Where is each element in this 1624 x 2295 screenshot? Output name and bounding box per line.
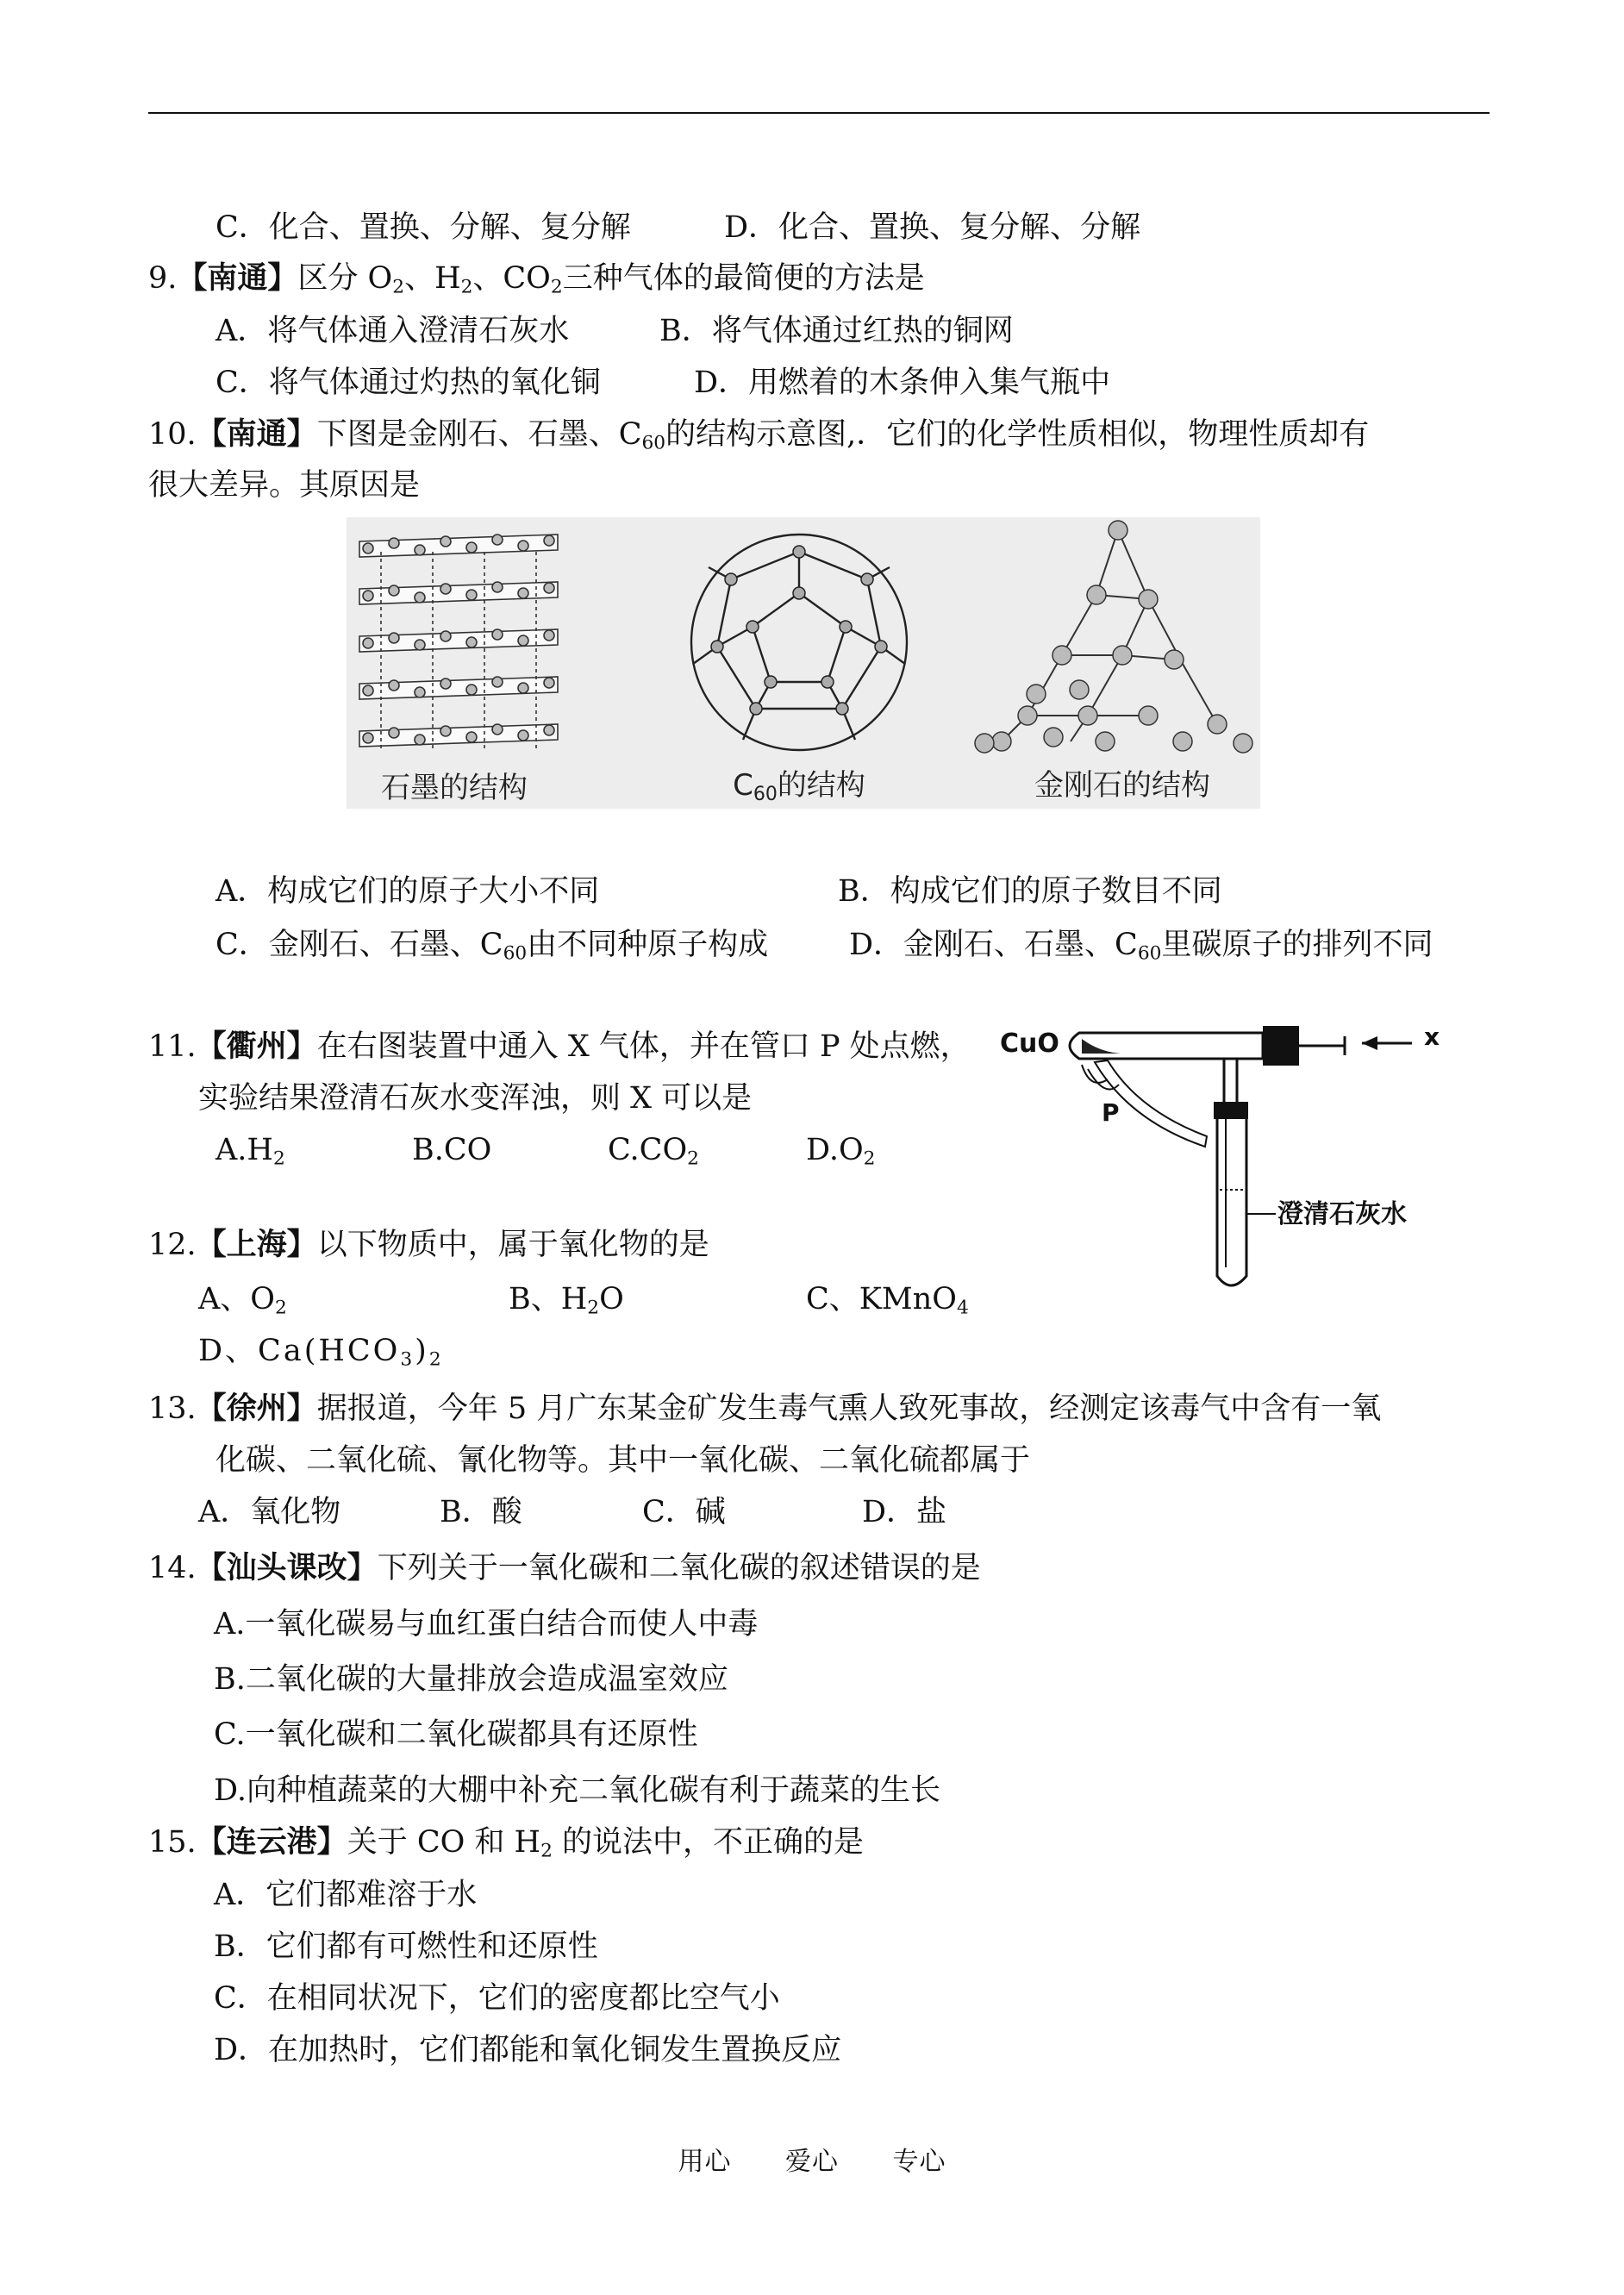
header-rule [148, 112, 1490, 114]
q13-stem: 13.【徐州】据报道，今年 5 月广东某金矿发生毒气熏人致死事故，经测定该毒气中含有一氧 [148, 1391, 1382, 1426]
footer-word-1: 用心 [678, 2147, 732, 2177]
q10-option-b: B．构成它们的原子数目不同 [838, 874, 1222, 909]
q9-option-d: D．用燃着的木条伸入集气瓶中 [694, 366, 1111, 400]
page-footer [0, 2140, 1624, 2178]
q11-option-c: $C.CO_2$ [608, 1133, 699, 1170]
q15-option-c: C．在相同状况下，它们的密度都比空气小 [214, 1981, 780, 2016]
q10-stem-line2: 很大差异。其原因是 [148, 468, 421, 503]
q15-option-d: D．在加热时，它们都能和氧化铜发生置换反应 [214, 2033, 842, 2067]
q9-stem: 9.【南通】区分 $O_2$、$H_2$、$CO_2$三种气体的最简便的方法是 [148, 260, 925, 298]
q11-option-b: B.CO [412, 1133, 492, 1167]
limewater-label: 澄清石灰水 [1277, 1199, 1407, 1229]
q12-option-b: B、$H_2O$ [509, 1282, 624, 1319]
q13-option-c: C．碱 [642, 1495, 726, 1529]
q11-stem-line2: 实验结果澄清石灰水变浑浊，则 X 可以是 [198, 1081, 753, 1116]
q15-option-a: A．它们都难溶于水 [214, 1878, 478, 1912]
test-tube-stopper [1214, 1102, 1248, 1119]
test-tube [1217, 1119, 1246, 1285]
horizontal-tube [1070, 1033, 1263, 1059]
q11-source: 【衢州】 [196, 1029, 317, 1064]
q10-option-a: A．构成它们的原子大小不同 [215, 874, 600, 909]
q14-option-d: D.向种植蔬菜的大棚中补充二氧化碳有利于蔬菜的生长 [214, 1773, 940, 1808]
q12-source: 【上海】 [196, 1227, 317, 1262]
footer-word-3: 专心 [892, 2147, 946, 2177]
q12-stem: 12.【上海】以下物质中，属于氧化物的是 [148, 1227, 709, 1262]
q10-source: 【南通】 [196, 416, 317, 452]
q14-option-c: C.一氧化碳和二氧化碳都具有还原性 [214, 1717, 698, 1752]
q15-source: 【连云港】 [196, 1824, 347, 1860]
q13-option-b: B．酸 [440, 1495, 522, 1529]
q9-option-b: B．将气体通过红热的铜网 [659, 314, 1014, 348]
q14-option-b: B.二氧化碳的大量排放会造成温室效应 [214, 1662, 728, 1697]
p-label: P [1102, 1098, 1120, 1127]
q8-option-d: D．化合、置换、复分解、分解 [724, 210, 1141, 245]
cuo-label: CuO [1000, 1029, 1059, 1059]
q11-stem: 11.【衢州】在右图装置中通入 X 气体，并在管口 P 处点燃， [148, 1029, 971, 1064]
graphite-label: 石墨的结构 [381, 771, 528, 805]
q12-option-d: D、$Ca(HCO_3)_2$ [198, 1334, 444, 1371]
q12-option-a: A、$O_2$ [198, 1282, 287, 1319]
q10-option-c: C．金刚石、石墨、$C_{60}$由不同种原子构成 [215, 928, 769, 965]
stopper [1263, 1026, 1299, 1066]
q11-option-d: $D.O_2$ [806, 1133, 876, 1170]
q8-option-c: C．化合、置换、分解、复分解 [215, 210, 631, 245]
c60-label: C60的结构 [733, 768, 865, 805]
diamond-label: 金刚石的结构 [1034, 768, 1210, 803]
x-label: x [1424, 1022, 1440, 1051]
q9-option-c: C．将气体通过灼热的氧化铜 [215, 366, 601, 400]
q10-option-d: D．金刚石、石墨、$C_{60}$里碳原子的排列不同 [849, 928, 1433, 965]
q13-option-d: D．盐 [862, 1495, 947, 1529]
q13-stem-line2: 化碳、二氧化硫、氰化物等。其中一氧化碳、二氧化硫都属于 [215, 1443, 1031, 1478]
q12-option-c: C、KMnO$_4$ [806, 1282, 969, 1319]
q14-source: 【汕头课改】 [196, 1550, 378, 1585]
carbon-structures-figure [347, 517, 1260, 809]
q9-source: 【南通】 [177, 260, 298, 296]
q14-stem: 14.【汕头课改】下列关于一氧化碳和二氧化碳的叙述错误的是 [148, 1550, 981, 1585]
apparatus-figure [1000, 1017, 1448, 1315]
q11-option-a: $A.H_2$ [215, 1133, 285, 1170]
q13-source: 【徐州】 [196, 1391, 317, 1426]
q15-option-b: B．它们都有可燃性和还原性 [214, 1929, 598, 1964]
q9-option-a: A．将气体通入澄清石灰水 [215, 314, 570, 348]
footer-word-2: 爱心 [785, 2147, 839, 2177]
q10-stem: 10.【南通】下图是金刚石、石墨、$C_{60}$的结构示意图,．它们的化学性质相似，物理性质却有 [148, 416, 1370, 454]
q14-option-a: A.一氧化碳易与血红蛋白结合而使人中毒 [214, 1607, 759, 1642]
q15-stem: 15.【连云港】关于 CO 和 $H_2$ 的说法中，不正确的是 [148, 1824, 865, 1862]
q13-option-a: A．氧化物 [198, 1495, 341, 1529]
